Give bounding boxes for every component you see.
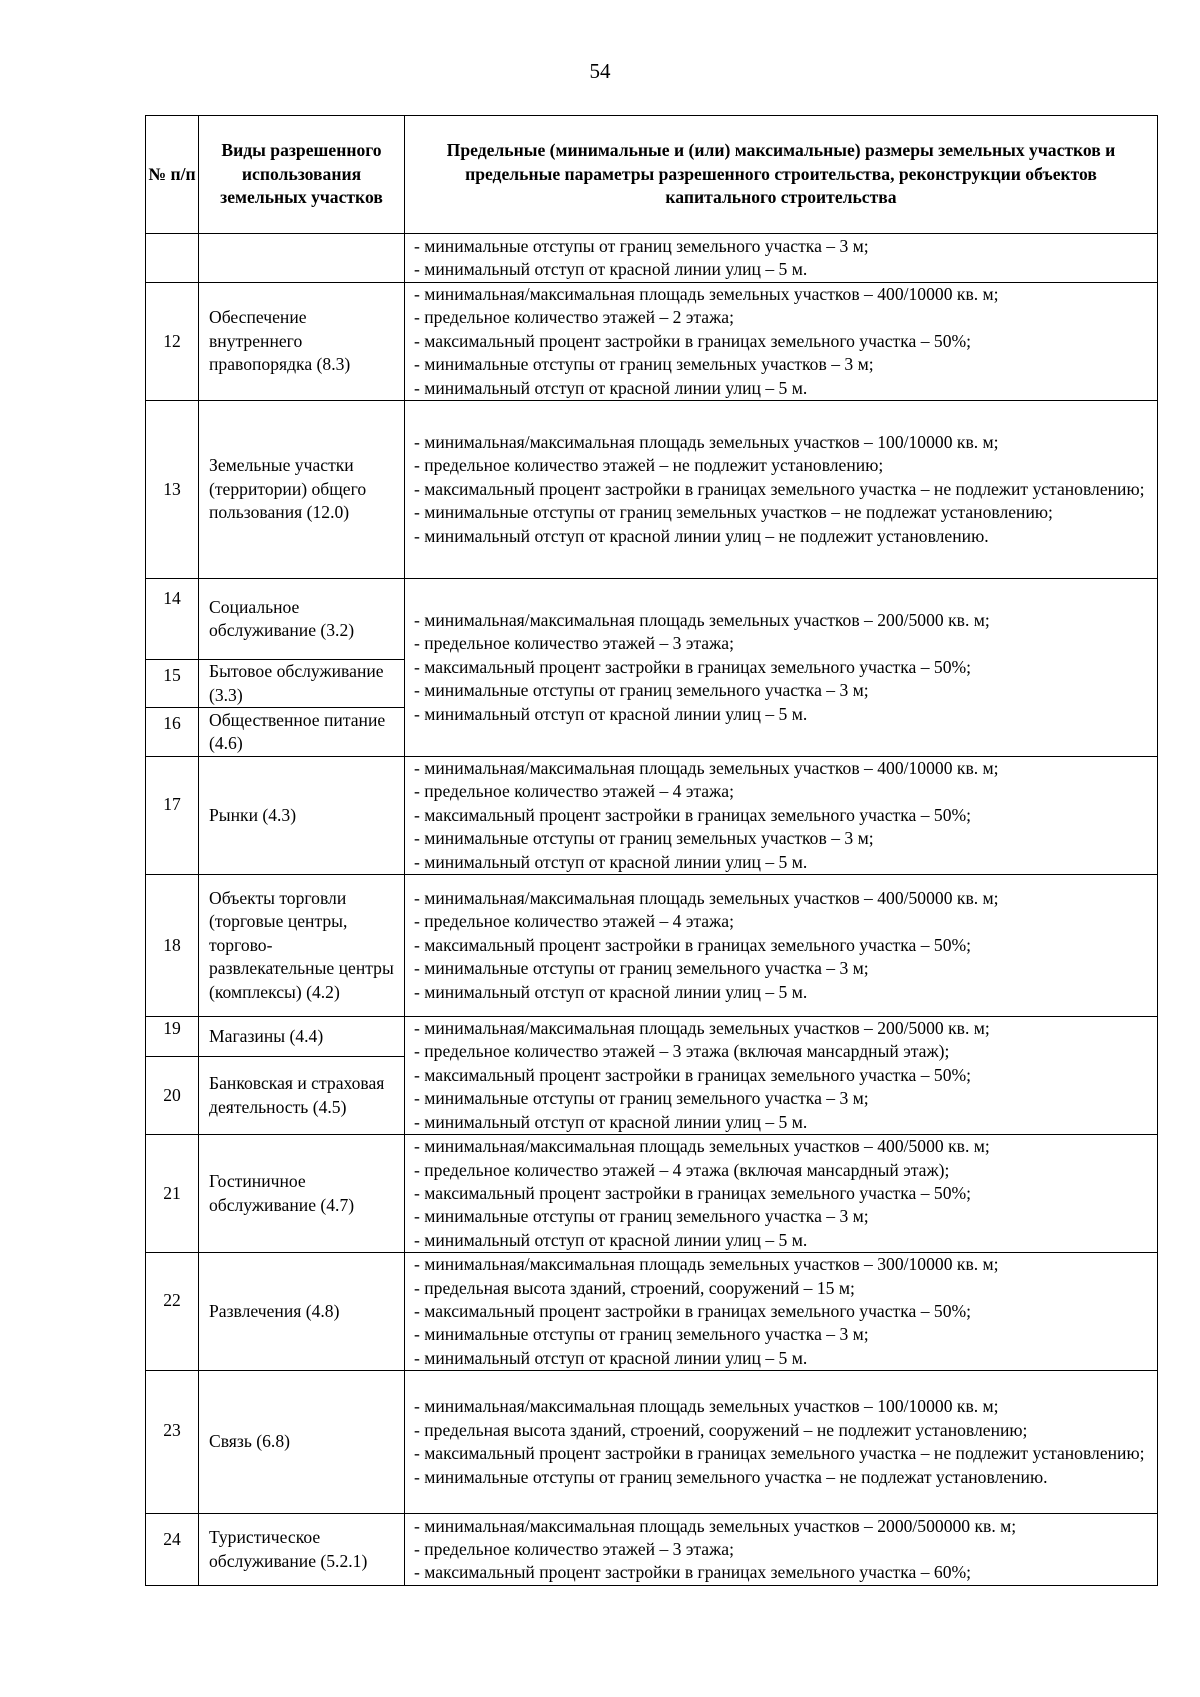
param-line: - максимальный процент застройки в границах земельного участка – 50%; (414, 330, 972, 351)
param-line: - минимальный отступ от красной линии улиц – 5 м. (414, 259, 808, 279)
table-row (146, 1017, 1158, 1057)
row-use-type: Объекты торговли (торговые центры, торгово-развлекательные центры (комплексы) (4.2) (199, 875, 405, 1017)
row-parameters (405, 579, 1158, 757)
param-line: - минимальная/максимальная площадь земельных участков – 400/10000 кв. м; (414, 758, 999, 779)
row-number: 21 (146, 1135, 199, 1253)
param-line: - предельное количество этажей – 4 этажа (включая мансардный этаж); (414, 1159, 950, 1180)
row-use-type: Туристическое обслуживание (5.2.1) (199, 1514, 405, 1586)
param-line: - минимальные отступы от границ земельных участков – 3 м; (414, 828, 874, 849)
row-number: 12 (146, 283, 199, 401)
row-use-type: Магазины (4.4) (199, 1017, 405, 1057)
row-parameters (405, 757, 1158, 875)
param-line: - минимальная/максимальная площадь земельных участков – 100/10000 кв. м; (414, 1396, 999, 1417)
row-use-type: Обеспечение внутреннего правопорядка (8.3) (199, 283, 405, 401)
table-row (146, 234, 1158, 283)
param-line: - минимальная/максимальная площадь земельных участков – 100/10000 кв. м; (414, 432, 999, 453)
row-number: 20 (146, 1057, 199, 1135)
param-line: - минимальные отступы от границ земельного участка – 3 м; (414, 1324, 869, 1345)
param-line: - минимальные отступы от границ земельного участка – 3 м; (414, 680, 869, 701)
param-line: - минимальная/максимальная площадь земельных участков – 300/10000 кв. м; (414, 1254, 999, 1275)
row-use-type: Бытовое обслуживание (3.3) (199, 660, 405, 708)
row-parameters (405, 1371, 1158, 1514)
table-row (146, 579, 1158, 660)
header-parameters: Предельные (минимальные и (или) максимальные) размеры земельных участков и предельные параметры разрешенного строительства, реконструкции объектов капитального строительства (405, 116, 1158, 234)
row-number: 15 (146, 660, 199, 708)
param-line: - предельное количество этажей – 3 этажа; (414, 1538, 734, 1559)
page-number: 54 (589, 59, 611, 83)
param-line: - предельная высота зданий, строений, сооружений – 15 м; (414, 1277, 855, 1298)
table-header-row (146, 116, 1158, 234)
param-line: - минимальные отступы от границ земельного участка – 3 м; (414, 958, 869, 979)
param-line: - минимальная/максимальная площадь земельных участков – 2000/500000 кв. м; (414, 1515, 1017, 1536)
table-row (146, 1514, 1158, 1586)
param-line: - минимальная/максимальная площадь земельных участков – 200/5000 кв. м; (414, 610, 990, 631)
land-use-table (145, 115, 1158, 1586)
row-use-type: Земельные участки (территории) общего пользования (12.0) (199, 401, 405, 579)
param-line: - максимальный процент застройки в границах земельного участка – 50%; (414, 934, 972, 955)
param-line: - минимальный отступ от красной линии улиц – 5 м. (414, 377, 808, 398)
row-number: 24 (146, 1514, 199, 1586)
param-line: - минимальный отступ от красной линии улиц – 5 м. (414, 703, 808, 724)
param-line: - минимальный отступ от красной линии улиц – 5 м. (414, 981, 808, 1002)
row-use-type: Общественное питание (4.6) (199, 708, 405, 757)
row-number: 19 (146, 1017, 199, 1057)
param-line: - минимальная/максимальная площадь земельных участков – 200/5000 кв. м; (414, 1018, 990, 1039)
row-number: 17 (146, 757, 199, 875)
param-line: - минимальный отступ от красной линии улиц – не подлежит установлению. (414, 525, 989, 546)
param-line: - максимальный процент застройки в границах земельного участка – не подлежит установлению; (414, 478, 1145, 499)
param-line: - минимальные отступы от границ земельного участка – 3 м; (414, 235, 869, 256)
param-line: - минимальные отступы от границ земельного участка – не подлежат установлению. (414, 1466, 1048, 1487)
row-number (146, 234, 199, 283)
param-line: - предельное количество этажей – 4 этажа; (414, 781, 734, 802)
row-use-type: Рынки (4.3) (199, 757, 405, 875)
row-parameters (405, 283, 1158, 401)
param-line: - минимальная/максимальная площадь земельных участков – 400/50000 кв. м; (414, 888, 999, 909)
param-line: - предельная высота зданий, строений, сооружений – не подлежит установлению; (414, 1419, 1028, 1440)
param-line: - максимальный процент застройки в границах земельного участка – 60%; (414, 1562, 972, 1583)
param-line: - предельное количество этажей – 4 этажа; (414, 911, 734, 932)
row-number: 16 (146, 708, 199, 757)
param-line: - минимальные отступы от границ земельных участков – 3 м; (414, 354, 874, 375)
param-line: - предельное количество этажей – 2 этажа; (414, 307, 734, 328)
param-line: - минимальные отступы от границ земельных участков – не подлежат установлению; (414, 502, 1053, 523)
row-use-type: Связь (6.8) (199, 1371, 405, 1514)
row-parameters (405, 1135, 1158, 1253)
param-line: - минимальный отступ от красной линии улиц – 5 м. (414, 1111, 808, 1132)
param-line: - минимальная/максимальная площадь земельных участков – 400/10000 кв. м; (414, 284, 999, 304)
table-row (146, 283, 1158, 401)
row-parameters (405, 401, 1158, 579)
param-line: - минимальный отступ от красной линии улиц – 5 м. (414, 1229, 808, 1250)
row-use-type: Гостиничное обслуживание (4.7) (199, 1135, 405, 1253)
table-row (146, 401, 1158, 579)
row-parameters (405, 1514, 1158, 1586)
param-line: - минимальные отступы от границ земельного участка – 3 м; (414, 1088, 869, 1109)
row-number: 23 (146, 1371, 199, 1514)
row-parameters (405, 1253, 1158, 1371)
param-line: - предельное количество этажей – 3 этажа (включая мансардный этаж); (414, 1041, 950, 1062)
table-row (146, 875, 1158, 1017)
param-line: - минимальный отступ от красной линии улиц – 5 м. (414, 1347, 808, 1368)
param-line: - максимальный процент застройки в границах земельного участка – 50%; (414, 1300, 972, 1321)
param-line: - максимальный процент застройки в границах земельного участка – 50%; (414, 1182, 972, 1203)
param-line: - минимальная/максимальная площадь земельных участков – 400/5000 кв. м; (414, 1136, 990, 1157)
param-line: - максимальный процент застройки в границах земельного участка – 50%; (414, 656, 972, 677)
param-line: - минимальные отступы от границ земельного участка – 3 м; (414, 1206, 869, 1227)
header-number: № п/п (146, 116, 199, 234)
header-use-type: Виды разрешенного использования земельных участков (199, 116, 405, 234)
param-line: - минимальный отступ от красной линии улиц – 5 м. (414, 851, 808, 872)
row-use-type: Развлечения (4.8) (199, 1253, 405, 1371)
row-number: 13 (146, 401, 199, 579)
param-line: - максимальный процент застройки в границах земельного участка – не подлежит установлению; (414, 1443, 1145, 1464)
row-number: 14 (146, 579, 199, 660)
param-line: - максимальный процент застройки в границах земельного участка – 50%; (414, 804, 972, 825)
row-parameters (405, 875, 1158, 1017)
param-line: - максимальный процент застройки в границах земельного участка – 50%; (414, 1064, 972, 1085)
table-row (146, 1135, 1158, 1253)
table-row (146, 1371, 1158, 1514)
row-use-type: Социальное обслуживание (3.2) (199, 579, 405, 660)
table-row (146, 757, 1158, 875)
row-number: 18 (146, 875, 199, 1017)
param-line: - предельное количество этажей – не подлежит установлению; (414, 455, 884, 476)
row-parameters (405, 1017, 1158, 1135)
row-parameters (405, 234, 1158, 283)
row-use-type: Банковская и страховая деятельность (4.5) (199, 1057, 405, 1135)
table-row (146, 1253, 1158, 1371)
row-use-type (199, 234, 405, 283)
param-line: - предельное количество этажей – 3 этажа; (414, 633, 734, 654)
row-number: 22 (146, 1253, 199, 1371)
